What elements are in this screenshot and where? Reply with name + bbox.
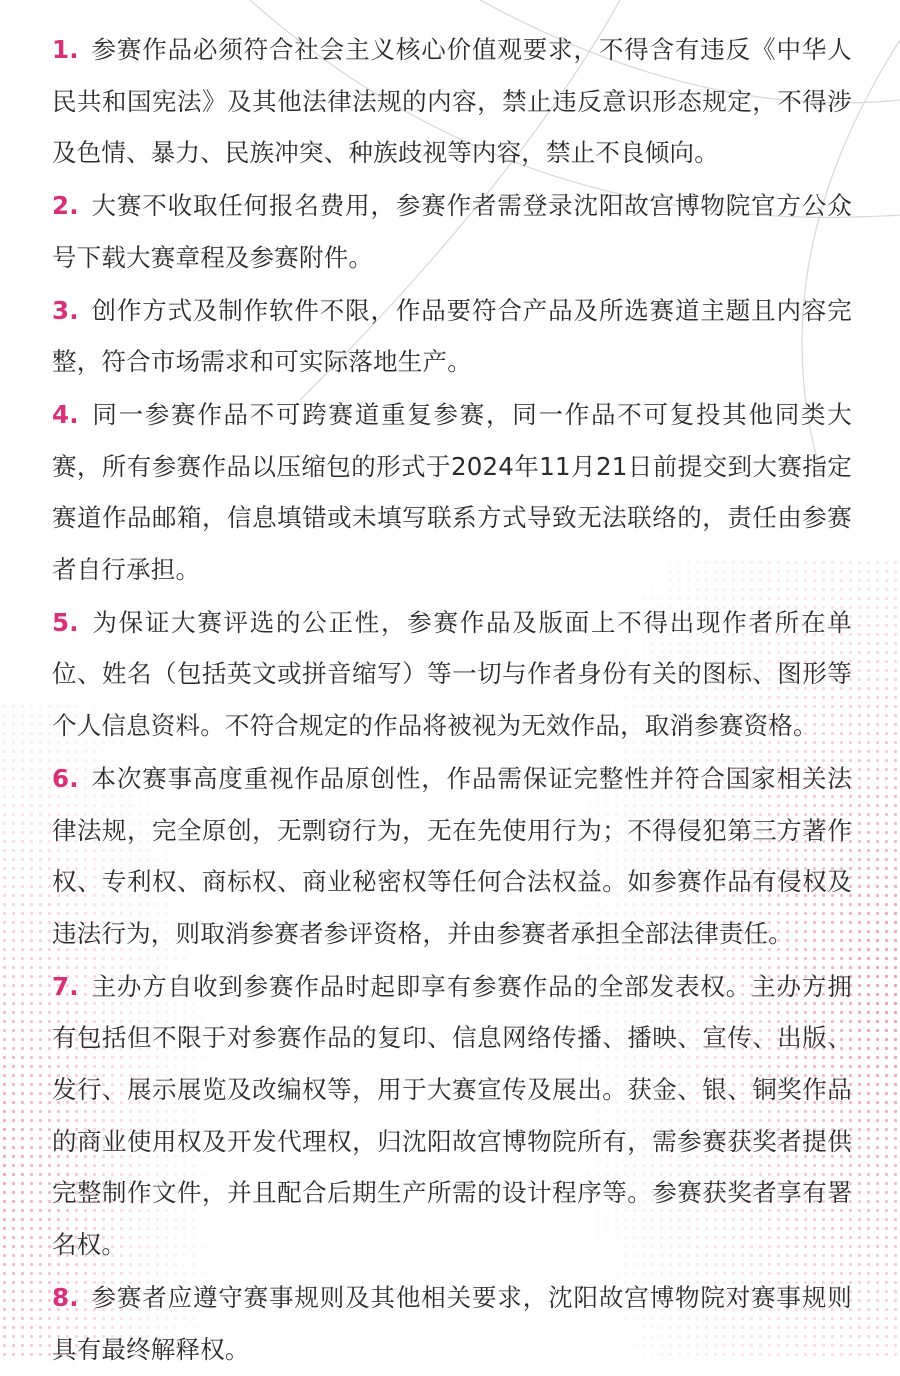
rule-item bbox=[52, 961, 852, 1271]
rule-text: 为保证大赛评选的公正性，参赛作品及版面上不得出现作者所在单位、姓名（包括英文或拼音缩写）等一切与作者身份有关的图标、图形等个人信息资料。不符合规定的作品将被视为无效作品，取消参赛资格。 bbox=[52, 607, 852, 741]
rule-text: 本次赛事高度重视作品原创性，作品需保证完整性并符合国家相关法律法规，完全原创，无剽窃行为，无在先使用行为；不得侵犯第三方著作权、专利权、商标权、商业秘密权等任何合法权益。如参赛作品有侵权及违法行为，则取消参赛者参评资格，并由参赛者承担全部法律责任。 bbox=[52, 763, 852, 948]
rule-number: 2. bbox=[52, 191, 79, 221]
rule-item bbox=[52, 597, 852, 752]
rule-text: 大赛不收取任何报名费用，参赛作者需登录沈阳故宫博物院官方公众号下载大赛章程及参赛附件。 bbox=[52, 191, 852, 272]
rule-number: 3. bbox=[52, 295, 79, 325]
rule-item bbox=[52, 753, 852, 960]
rule-number: 4. bbox=[52, 399, 79, 429]
rules-list bbox=[52, 24, 852, 1376]
rule-number: 7. bbox=[52, 971, 79, 1001]
rule-text: 参赛者应遵守赛事规则及其他相关要求，沈阳故宫博物院对赛事规则具有最终解释权。 bbox=[52, 1282, 852, 1364]
rule-item bbox=[52, 1272, 852, 1375]
rule-number: 6. bbox=[52, 763, 79, 793]
rule-number: 8. bbox=[52, 1282, 79, 1312]
rule-text: 同一参赛作品不可跨赛道重复参赛，同一作品不可复投其他同类大赛，所有参赛作品以压缩包的形式于2024年11月21日前提交到大赛指定赛道作品邮箱，信息填错或未填写联系方式导致无法联络的，责任由参赛者自行承担。 bbox=[52, 399, 852, 585]
rule-item bbox=[52, 285, 852, 388]
rule-number: 5. bbox=[52, 607, 79, 637]
rule-item bbox=[52, 180, 852, 283]
rule-number: 1. bbox=[52, 35, 79, 64]
rule-text: 参赛作品必须符合社会主义核心价值观要求，不得含有违反《中华人民共和国宪法》及其他法律法规的内容，禁止违反意识形态规定，不得涉及色情、暴力、民族冲突、种族歧视等内容，禁止不良倾向。 bbox=[52, 35, 852, 168]
rule-text: 主办方自收到参赛作品时起即享有参赛作品的全部发表权。主办方拥有包括但不限于对参赛作品的复印、信息网络传播、播映、宣传、出版、发行、展示展览及改编权等，用于大赛宣传及展出。获金、银、铜奖作品的商业使用权及开发代理权，归沈阳故宫博物院所有，需参赛获奖者提供完整制作文件，并且配合后期生产所需的设计程序等。参赛获奖者享有署名权。 bbox=[52, 971, 852, 1260]
rule-text: 创作方式及制作软件不限，作品要符合产品及所选赛道主题且内容完整，符合市场需求和可实际落地生产。 bbox=[52, 295, 852, 377]
rule-item bbox=[52, 389, 852, 596]
rule-item bbox=[52, 24, 852, 179]
